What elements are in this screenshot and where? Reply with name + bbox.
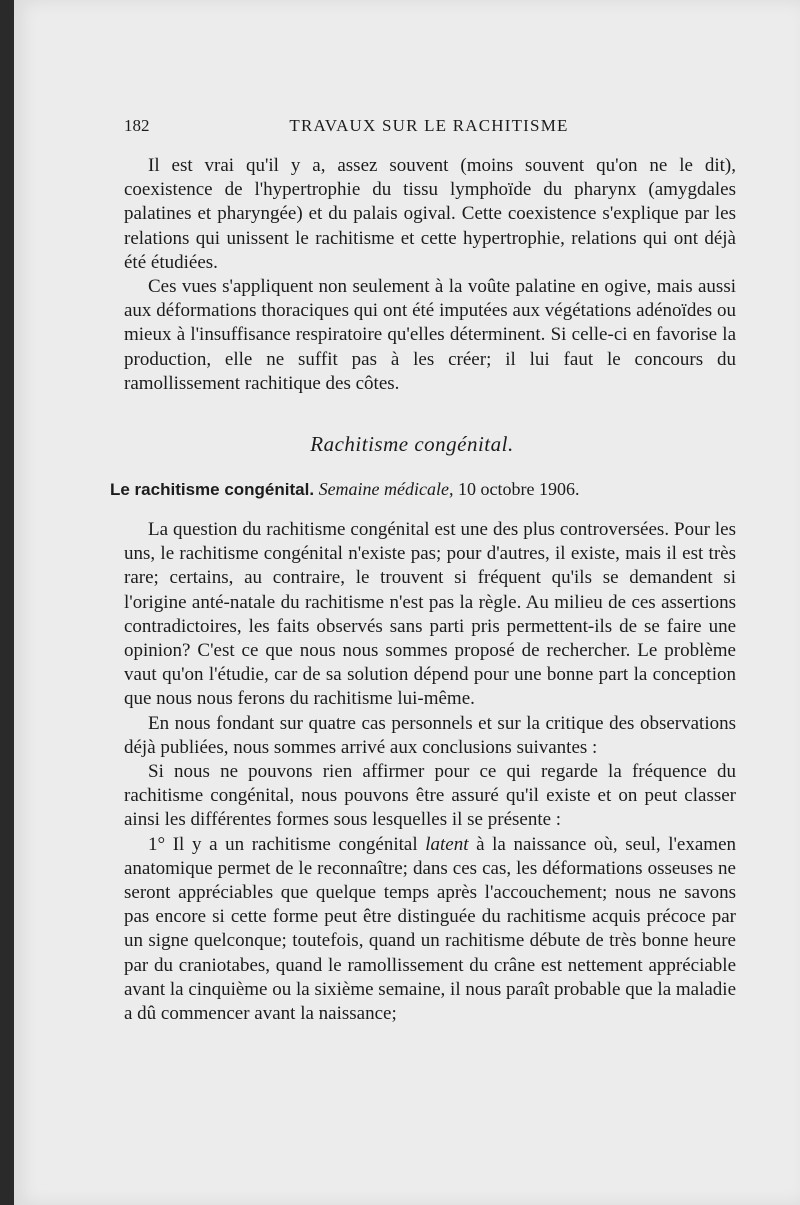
list-italic-term: latent	[425, 833, 469, 855]
intro-paragraph: Ces vues s'appliquent non seulement à la voûte palatine en ogive, mais aussi aux déformations thoraciques qui ont été imputées aux végétations adénoïdes ou mieux à l'insuffisance respiratoire qu'elles déterminent. Si celle-ci en favorise la production, elle ne suffit pas à les créer; il lui faut le concours du ramollissement rachitique des côtes.	[124, 276, 736, 394]
reference-title: Le rachitisme congénital.	[110, 480, 315, 499]
reference-line	[110, 479, 580, 500]
body-paragraph: En nous fondant sur quatre cas personnels et sur la critique des observations déjà publiées, nous sommes arrivé aux conclusions suivantes :	[124, 712, 736, 758]
body-paragraph: La question du rachitisme congénital est une des plus controversées. Pour les uns, le rachitisme congénital n'existe pas; pour d'autres, il existe, mais il est très rare; certains, au contraire, le trouvent si fréquent qu'ils se demandent si l'origine anté-natale du rachitisme n'est pas la règle. Au milieu de ces assertions contradictoires, les faits observés sans parti pris permettent-ils de se faire une opinion? C'est ce que nous nous sommes proposé de rechercher. Le problème vaut qu'on l'étudie, car de sa solution dépend pour une bonne part la conception que nous nous ferons du rachitisme lui-même.	[124, 519, 736, 710]
reference-journal: Semaine médicale,	[318, 479, 454, 499]
list-number: 1°	[148, 833, 166, 855]
list-text-start: Il y a un rachitisme congénital	[172, 833, 426, 855]
intro-paragraph: Il est vrai qu'il y a, assez souvent (moins souvent qu'on ne le dit), coexistence de l'hypertrophie du tissu lymphoïde du pharynx (amygdales palatines et pharyngée) et du palais ogival. Cette coexistence s'explique par les relations qui unissent le rachitisme et cette hypertrophie, relations qui ont déjà été étudiées.	[124, 155, 736, 273]
reference-date: 10 octobre 1906.	[458, 479, 580, 499]
body-text	[124, 518, 736, 1026]
body-paragraph: Si nous ne pouvons rien affirmer pour ce qui regarde la fréquence du rachitisme congénital, nous pouvons être assuré qu'il existe et on peut classer ainsi les différentes formes sous lesquelles il se présente :	[124, 761, 736, 831]
book-page	[14, 0, 800, 1205]
list-item	[124, 833, 736, 1027]
page-number: 182	[124, 116, 150, 135]
running-title: TRAVAUX SUR LE RACHITISME	[289, 116, 569, 135]
intro-text	[124, 154, 736, 396]
list-text-end: à la naissance où, seul, l'examen anatomique permet de le reconnaître; dans ces cas, les déformations osseuses ne seront appréciables que quelque temps après l'accouchement; nous ne savons pas encore si cette forme peut être distinguée du rachitisme acquis précoce par un signe quelconque; toutefois, quand un rachitisme débute de très bonne heure par du craniotabes, quand le ramollissement du crâne est nettement appréciable avant la cinquième ou la sixième semaine, il nous paraît probable que la maladie a dû commencer avant la naissance;	[124, 833, 737, 1025]
section-title: Rachitisme congénital.	[310, 432, 514, 456]
